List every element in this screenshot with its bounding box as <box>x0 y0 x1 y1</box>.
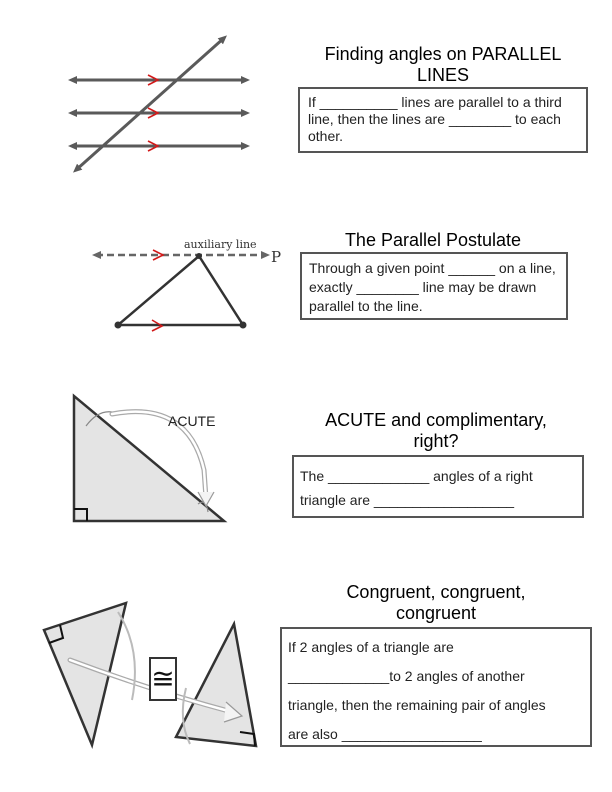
auxiliary-line-label: auxiliary line <box>184 238 257 251</box>
section-title-congruent: Congruent, congruent, congruent <box>346 582 526 623</box>
acute-label: ACUTE <box>168 413 216 429</box>
section-title-parallel-postulate: The Parallel Postulate <box>344 230 522 250</box>
statement-acute-line-2: triangle are __________________ <box>300 492 515 508</box>
statement-congruent-line-4: are also __________________ <box>288 726 482 742</box>
congruent-symbol-box <box>149 657 177 701</box>
congruent-symbol: ≅ <box>151 662 175 695</box>
point-p-label: P <box>271 248 282 266</box>
statement-congruent-line-3: triangle, then the remaining pair of angles <box>288 697 546 713</box>
statement-congruent-line-2: _____________to 2 angles of another <box>288 668 525 684</box>
section-title-acute-angles: ACUTE and complimentary, right? <box>325 410 547 451</box>
statement-acute-line-1: The _____________ angles of a right <box>300 468 533 484</box>
triangle-right <box>176 624 256 746</box>
statement-parallel-lines: If __________ lines are parallel to a third line, then the lines are ________ to each other. <box>308 94 562 144</box>
statement-congruent-line-1: If 2 angles of a triangle are <box>288 639 454 655</box>
statement-parallel-postulate: Through a given point ______ on a line, exactly ________ line may be drawn parallel to the line. <box>309 260 556 314</box>
text-box-congruent <box>280 627 592 747</box>
section-title-parallel-lines: Finding angles on PARALLEL LINES <box>324 44 562 85</box>
